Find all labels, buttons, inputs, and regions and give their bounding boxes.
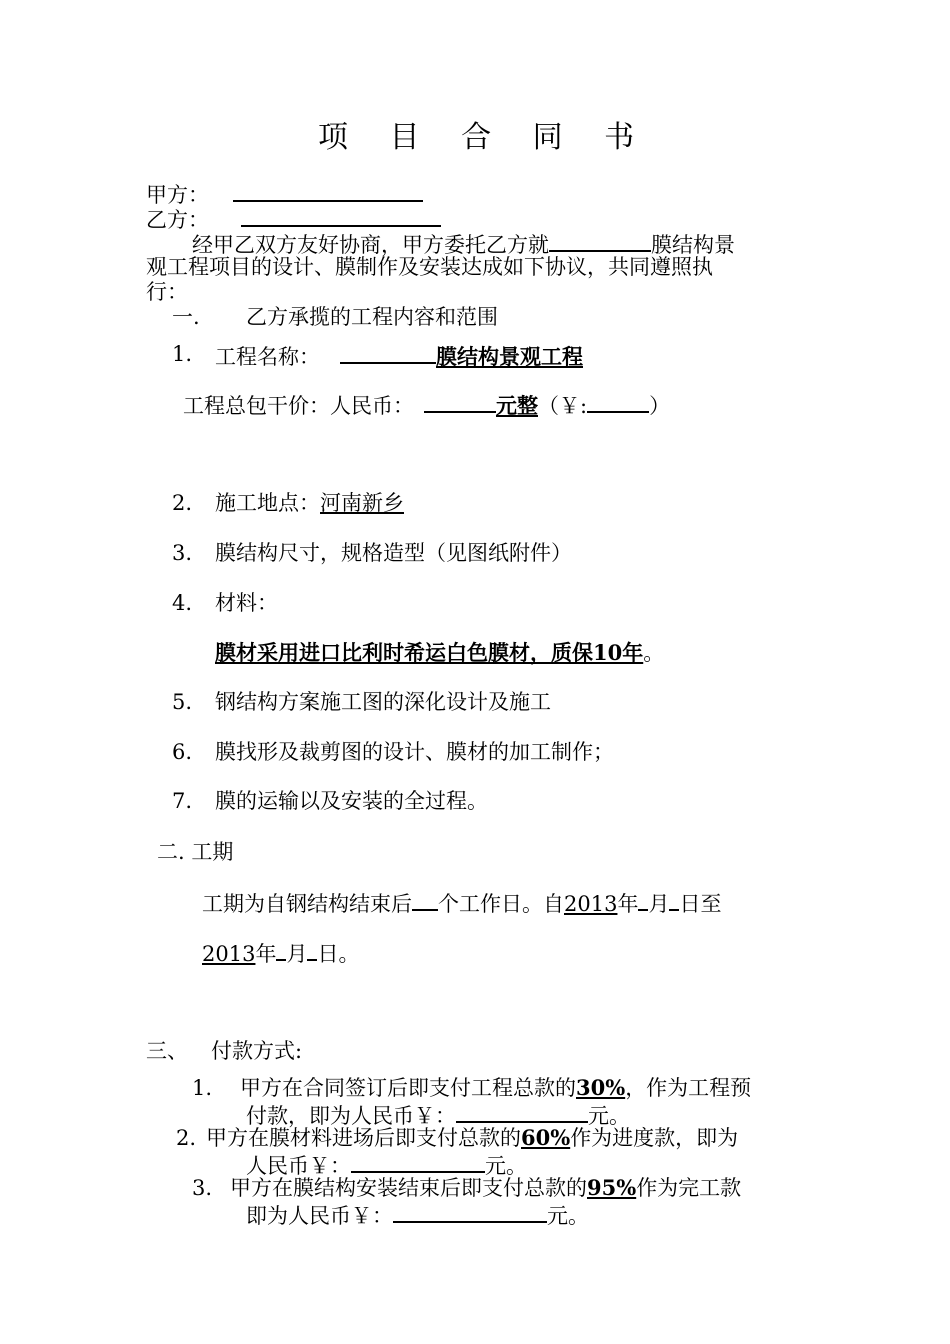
pay-2-text-c: 人民币￥： (246, 1154, 351, 1178)
pay-3-num: 3. (192, 1176, 213, 1200)
pay-1-text-d: 元。 (588, 1104, 630, 1128)
document-title: 项 目 合 同 书 (318, 120, 651, 155)
party-b-blank (241, 205, 441, 227)
end-year: 2013 (202, 942, 256, 966)
pay-2-percent: 60% (521, 1125, 571, 1150)
item-3-num: 3. (172, 541, 193, 565)
sec1-num: 一. (172, 305, 200, 329)
pay-1-percent: 30% (576, 1075, 626, 1100)
pay-1-line-2 (246, 1101, 630, 1128)
item-2 (215, 491, 404, 515)
pay-3-amount-blank (393, 1201, 547, 1223)
pay-2-line-2 (246, 1151, 527, 1178)
start-month-blank (638, 889, 648, 911)
party-a-line (146, 180, 423, 207)
item-5: 钢结构方案施工图的深化设计及施工 (215, 690, 551, 714)
period-text-2: 个工作日。自 (438, 892, 564, 916)
end-day-unit: 日。 (317, 942, 360, 966)
price-blank (424, 391, 496, 413)
pay-1-amount-blank (456, 1101, 588, 1123)
pay-2-text-b: 作为进度款，即为 (570, 1126, 739, 1150)
period-text-1: 工期为自钢结构结束后 (202, 892, 412, 916)
pay-3-percent: 95% (587, 1175, 637, 1200)
end-month-blank (276, 939, 286, 961)
start-day-unit: 日至 (679, 892, 722, 916)
price-paren-open: （￥: (538, 394, 588, 418)
pay-3-line-2 (246, 1201, 589, 1228)
item-2-num: 2. (172, 491, 193, 515)
end-month-unit: 月 (286, 942, 308, 966)
party-b-line (146, 205, 441, 232)
sec2-heading: 二. 工期 (157, 840, 234, 864)
end-day-blank (307, 939, 317, 961)
item-1-blank (340, 342, 436, 364)
pay-3-text-d: 元。 (547, 1204, 589, 1228)
sec2-line-1 (202, 889, 721, 916)
price-figure-blank (587, 391, 649, 413)
intro-text-b: 膜结构景 (651, 233, 735, 257)
pay-2-num: 2. (176, 1126, 197, 1150)
item-6-num: 6. (172, 740, 193, 764)
material-line (215, 641, 664, 665)
pay-3-line-1 (230, 1176, 741, 1200)
price-label: 工程总包干价：人民币： (183, 394, 414, 418)
item-4-num: 4. (172, 591, 193, 615)
intro-line-2: 观工程项目的设计、膜制作及安装达成如下协议，共同遵照执 (146, 255, 713, 279)
start-month-unit: 月 (648, 892, 670, 916)
pay-1-text-b: ，作为工程预 (625, 1076, 752, 1100)
price-line (183, 391, 670, 418)
material-end: 。 (643, 641, 665, 665)
pay-2-line-1 (206, 1126, 738, 1150)
site-location: 河南新乡 (320, 491, 404, 515)
item-6: 膜找形及裁剪图的设计、膜材的加工制作； (215, 740, 614, 764)
intro-line-3: 行： (146, 280, 188, 304)
end-year-unit: 年 (255, 942, 277, 966)
item-2-label: 施工地点： (215, 491, 320, 515)
sec3-num: 三、 (146, 1039, 188, 1063)
pay-2-text-a: 甲方在膜材料进场后即支付总款的 (206, 1126, 521, 1150)
intro-text-a: 经甲乙双方友好协商，甲方委托乙方就 (192, 233, 549, 257)
item-1 (215, 342, 583, 369)
pay-2-text-d: 元。 (485, 1154, 527, 1178)
pay-1-text-c: 付款，即为人民币￥： (246, 1104, 456, 1128)
party-b-label: 乙方： (146, 208, 209, 232)
days-blank (412, 889, 438, 911)
sec2-line-2 (202, 939, 359, 966)
project-name: 膜结构景观工程 (436, 344, 583, 369)
item-4: 材料： (215, 591, 278, 615)
start-year-unit: 年 (617, 892, 639, 916)
party-a-label: 甲方： (146, 183, 209, 207)
party-a-blank (233, 180, 423, 202)
pay-1-text-a: 甲方在合同签订后即支付工程总款的 (240, 1076, 576, 1100)
intro-line-1 (192, 230, 735, 257)
item-7: 膜的运输以及安装的全过程。 (215, 789, 488, 813)
item-5-num: 5. (172, 690, 193, 714)
pay-1-num: 1. (192, 1076, 213, 1100)
start-year: 2013 (564, 892, 618, 916)
pay-3-text-b: 作为完工款 (636, 1176, 742, 1200)
sec1-heading: 乙方承揽的工程内容和范围 (246, 305, 498, 329)
item-7-num: 7. (172, 789, 193, 813)
sec3-heading: 付款方式: (211, 1039, 303, 1063)
pay-3-text-c: 即为人民币￥： (246, 1204, 393, 1228)
pay-3-text-a: 甲方在膜结构安装结束后即支付总款的 (230, 1176, 587, 1200)
pay-1-line-1 (240, 1076, 751, 1100)
item-3: 膜结构尺寸，规格造型（见图纸附件） (215, 541, 572, 565)
material-spec: 膜材采用进口比利时希运白色膜材，质保10年 (215, 640, 644, 665)
project-blank (549, 230, 651, 252)
price-paren-close: ） (649, 394, 671, 418)
price-unit: 元整 (496, 393, 538, 418)
pay-2-amount-blank (351, 1151, 485, 1173)
item-1-label: 工程名称： (215, 345, 320, 369)
start-day-blank (669, 889, 679, 911)
item-1-num: 1. (172, 342, 193, 366)
